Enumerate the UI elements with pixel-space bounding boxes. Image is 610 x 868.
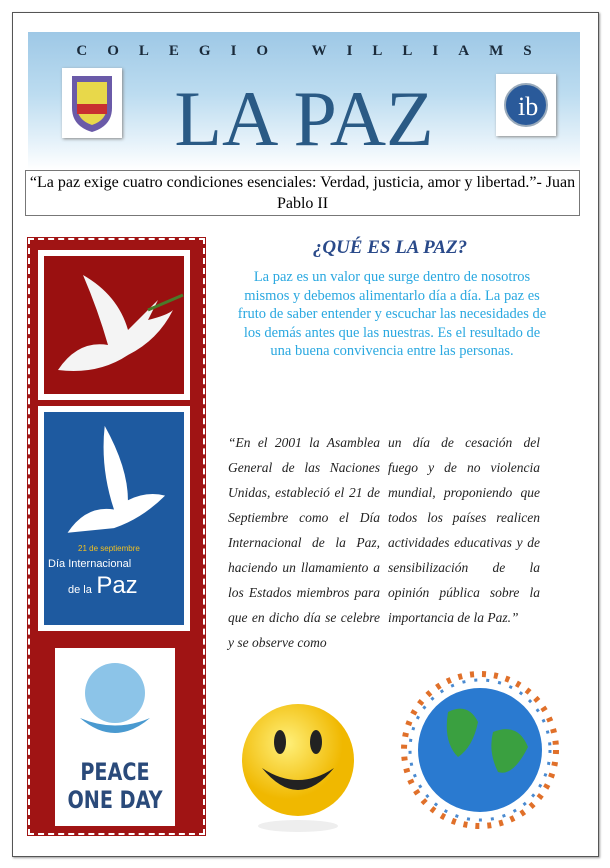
- svg-text:ib: ib: [518, 92, 539, 121]
- school-name: COLEGIO WILLIAMS: [76, 43, 552, 59]
- poster-title-paz: Paz: [96, 572, 138, 599]
- peace-day-poster: [38, 406, 190, 631]
- poster-date: 21 de septiembre: [78, 544, 140, 553]
- article-column-2: un día de cesación del fuego y de no violencia mundial, proponiendo que todos los países realicen actividades educativas y de sensibilización de la opinión pública sobre la importancia de la Paz.”: [388, 435, 540, 625]
- section-heading: ¿QUÉ ES LA PAZ?: [312, 237, 468, 258]
- intro-text: La paz es un valor que surge dentro de nosotros mismos y debemos alimentarlo día a día. La paz es fruto de saber entender y escuchar las necesidades de los demás antes que las nuestras. Es el resultado de una buena convivencia entre las personas.: [237, 269, 547, 360]
- poster-title-internacional: Internacional: [68, 558, 132, 570]
- poster-title: [48, 558, 178, 605]
- globe-children-image: [398, 662, 563, 840]
- image-sidebar: [28, 238, 205, 835]
- smiley-face-image: [240, 700, 360, 835]
- peace-one-day-logo: [55, 648, 175, 826]
- one-day-text: ONE DAY: [67, 786, 163, 814]
- peace-text: PEACE: [80, 758, 150, 786]
- page-title: LA PAZ: [174, 75, 434, 162]
- dove-image: [38, 250, 190, 400]
- quote-box: “La paz exige cuatro condiciones esenciales: Verdad, justicia, amor y libertad.”- Juan Pablo II: [25, 170, 580, 216]
- poster-title-dia: Día: [48, 558, 66, 570]
- header-banner: [28, 32, 580, 170]
- poster-title-dela: de la: [68, 584, 92, 596]
- ib-logo: [496, 74, 556, 136]
- article-column-1: “En el 2001 la Asamblea General de las Naciones Unidas, estableció el 21 de Septiembre como el Día Internacional de la Paz, haciendo un llamamiento a los Estados miembros para que en dicho día se celebre y se observe como: [228, 435, 380, 650]
